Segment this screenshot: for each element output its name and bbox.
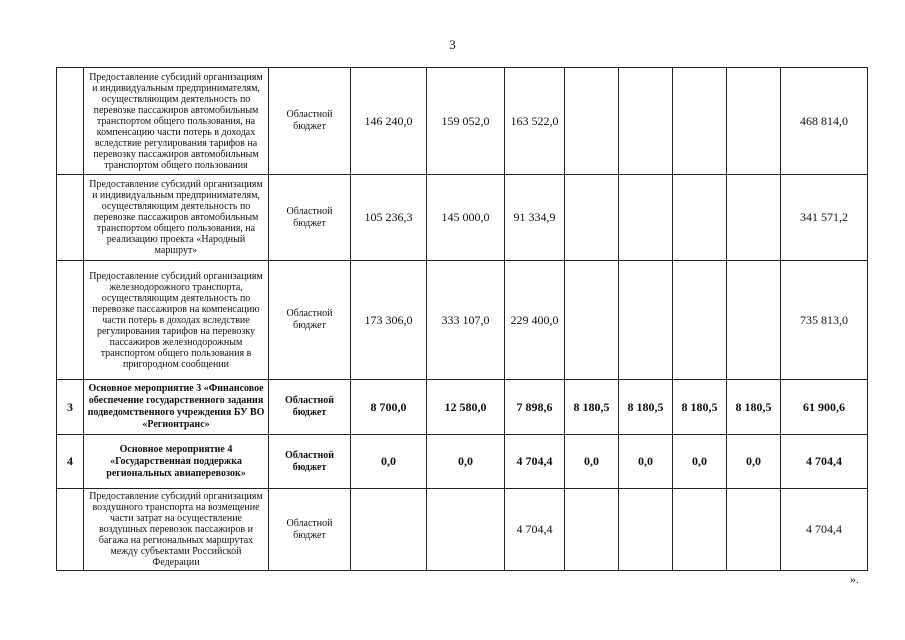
table-row — [57, 68, 868, 175]
value-cell — [565, 175, 619, 261]
value-cell — [673, 68, 727, 175]
row-description: Основное мероприятие 4 «Государственная поддержка региональных авиаперевозок» — [84, 435, 269, 489]
row-number — [57, 175, 84, 261]
value-cell: 4 704,4 — [505, 435, 565, 489]
value-cell: 8 180,5 — [727, 380, 781, 435]
value-cell: 0,0 — [351, 435, 427, 489]
value-cell — [727, 175, 781, 261]
total-cell: 61 900,6 — [781, 380, 868, 435]
value-cell: 159 052,0 — [427, 68, 505, 175]
row-number: 3 — [57, 380, 84, 435]
value-cell: 0,0 — [673, 435, 727, 489]
value-cell: 146 240,0 — [351, 68, 427, 175]
value-cell: 8 700,0 — [351, 380, 427, 435]
value-cell — [351, 489, 427, 571]
closing-quote-mark: ». — [850, 572, 859, 586]
funding-source: Областной бюджет — [269, 489, 351, 571]
value-cell: 8 180,5 — [565, 380, 619, 435]
value-cell — [619, 489, 673, 571]
value-cell — [427, 489, 505, 571]
value-cell: 7 898,6 — [505, 380, 565, 435]
table-row — [57, 380, 868, 435]
table-row — [57, 489, 868, 571]
funding-source: Областной бюджет — [269, 68, 351, 175]
page-number: 3 — [449, 37, 456, 52]
total-cell: 341 571,2 — [781, 175, 868, 261]
total-cell: 468 814,0 — [781, 68, 868, 175]
value-cell — [619, 261, 673, 380]
row-description: Основное мероприятие 3 «Финансовое обеспечение государственного задания подведомственного учреждения БУ ВО «Регионтранс» — [84, 380, 269, 435]
value-cell: 0,0 — [727, 435, 781, 489]
row-description: Предоставление субсидий организациям и индивидуальным предпринимателям, осуществляющим деятельность по перевозке пассажиров автомобильным транспортом общего пользования, на реализацию проекта «Народный маршрут» — [84, 175, 269, 261]
value-cell — [565, 68, 619, 175]
row-number — [57, 261, 84, 380]
value-cell — [619, 175, 673, 261]
value-cell — [727, 261, 781, 380]
table-row — [57, 435, 868, 489]
value-cell — [673, 489, 727, 571]
funding-source: Областной бюджет — [269, 380, 351, 435]
value-cell: 229 400,0 — [505, 261, 565, 380]
funding-source: Областной бюджет — [269, 435, 351, 489]
row-number: 4 — [57, 435, 84, 489]
value-cell: 91 334,9 — [505, 175, 565, 261]
row-description: Предоставление субсидий организациям и индивидуальным предпринимателям, осуществляющим деятельность по перевозке пассажиров автомобильным транспортом общего пользования, на компенсацию части потерь в доходах вследствие регулирования тарифов на перевозку пассажиров автомобильным транспортом общего пользования — [84, 68, 269, 175]
row-number — [57, 489, 84, 571]
value-cell: 4 704,4 — [505, 489, 565, 571]
value-cell — [727, 68, 781, 175]
value-cell: 163 522,0 — [505, 68, 565, 175]
value-cell: 145 000,0 — [427, 175, 505, 261]
value-cell: 8 180,5 — [673, 380, 727, 435]
value-cell — [565, 261, 619, 380]
value-cell — [565, 489, 619, 571]
total-cell: 4 704,4 — [781, 489, 868, 571]
table-row — [57, 175, 868, 261]
value-cell — [673, 261, 727, 380]
value-cell: 0,0 — [427, 435, 505, 489]
value-cell: 8 180,5 — [619, 380, 673, 435]
value-cell: 105 236,3 — [351, 175, 427, 261]
value-cell — [727, 489, 781, 571]
row-number — [57, 68, 84, 175]
table-row — [57, 261, 868, 380]
value-cell — [673, 175, 727, 261]
row-description: Предоставление субсидий организациям железнодорожного транспорта, осуществляющим деятельность по перевозке пассажиров на компенсацию части потерь в доходах вследствие регулирования тарифов на перевозку пассажиров железнодорожным транспортом общего пользования в пригородном сообщении — [84, 261, 269, 380]
budget-table — [56, 67, 868, 571]
row-description: Предоставление субсидий организациям воздушного транспорта на возмещение части затрат на осуществление воздушных перевозок пассажиров и багажа на региональных маршрутах между субъектами Российской Федерации — [84, 489, 269, 571]
total-cell: 735 813,0 — [781, 261, 868, 380]
funding-source: Областной бюджет — [269, 261, 351, 380]
value-cell: 333 107,0 — [427, 261, 505, 380]
total-cell: 4 704,4 — [781, 435, 868, 489]
funding-source: Областной бюджет — [269, 175, 351, 261]
value-cell: 173 306,0 — [351, 261, 427, 380]
value-cell: 0,0 — [565, 435, 619, 489]
value-cell: 12 580,0 — [427, 380, 505, 435]
value-cell: 0,0 — [619, 435, 673, 489]
value-cell — [619, 68, 673, 175]
